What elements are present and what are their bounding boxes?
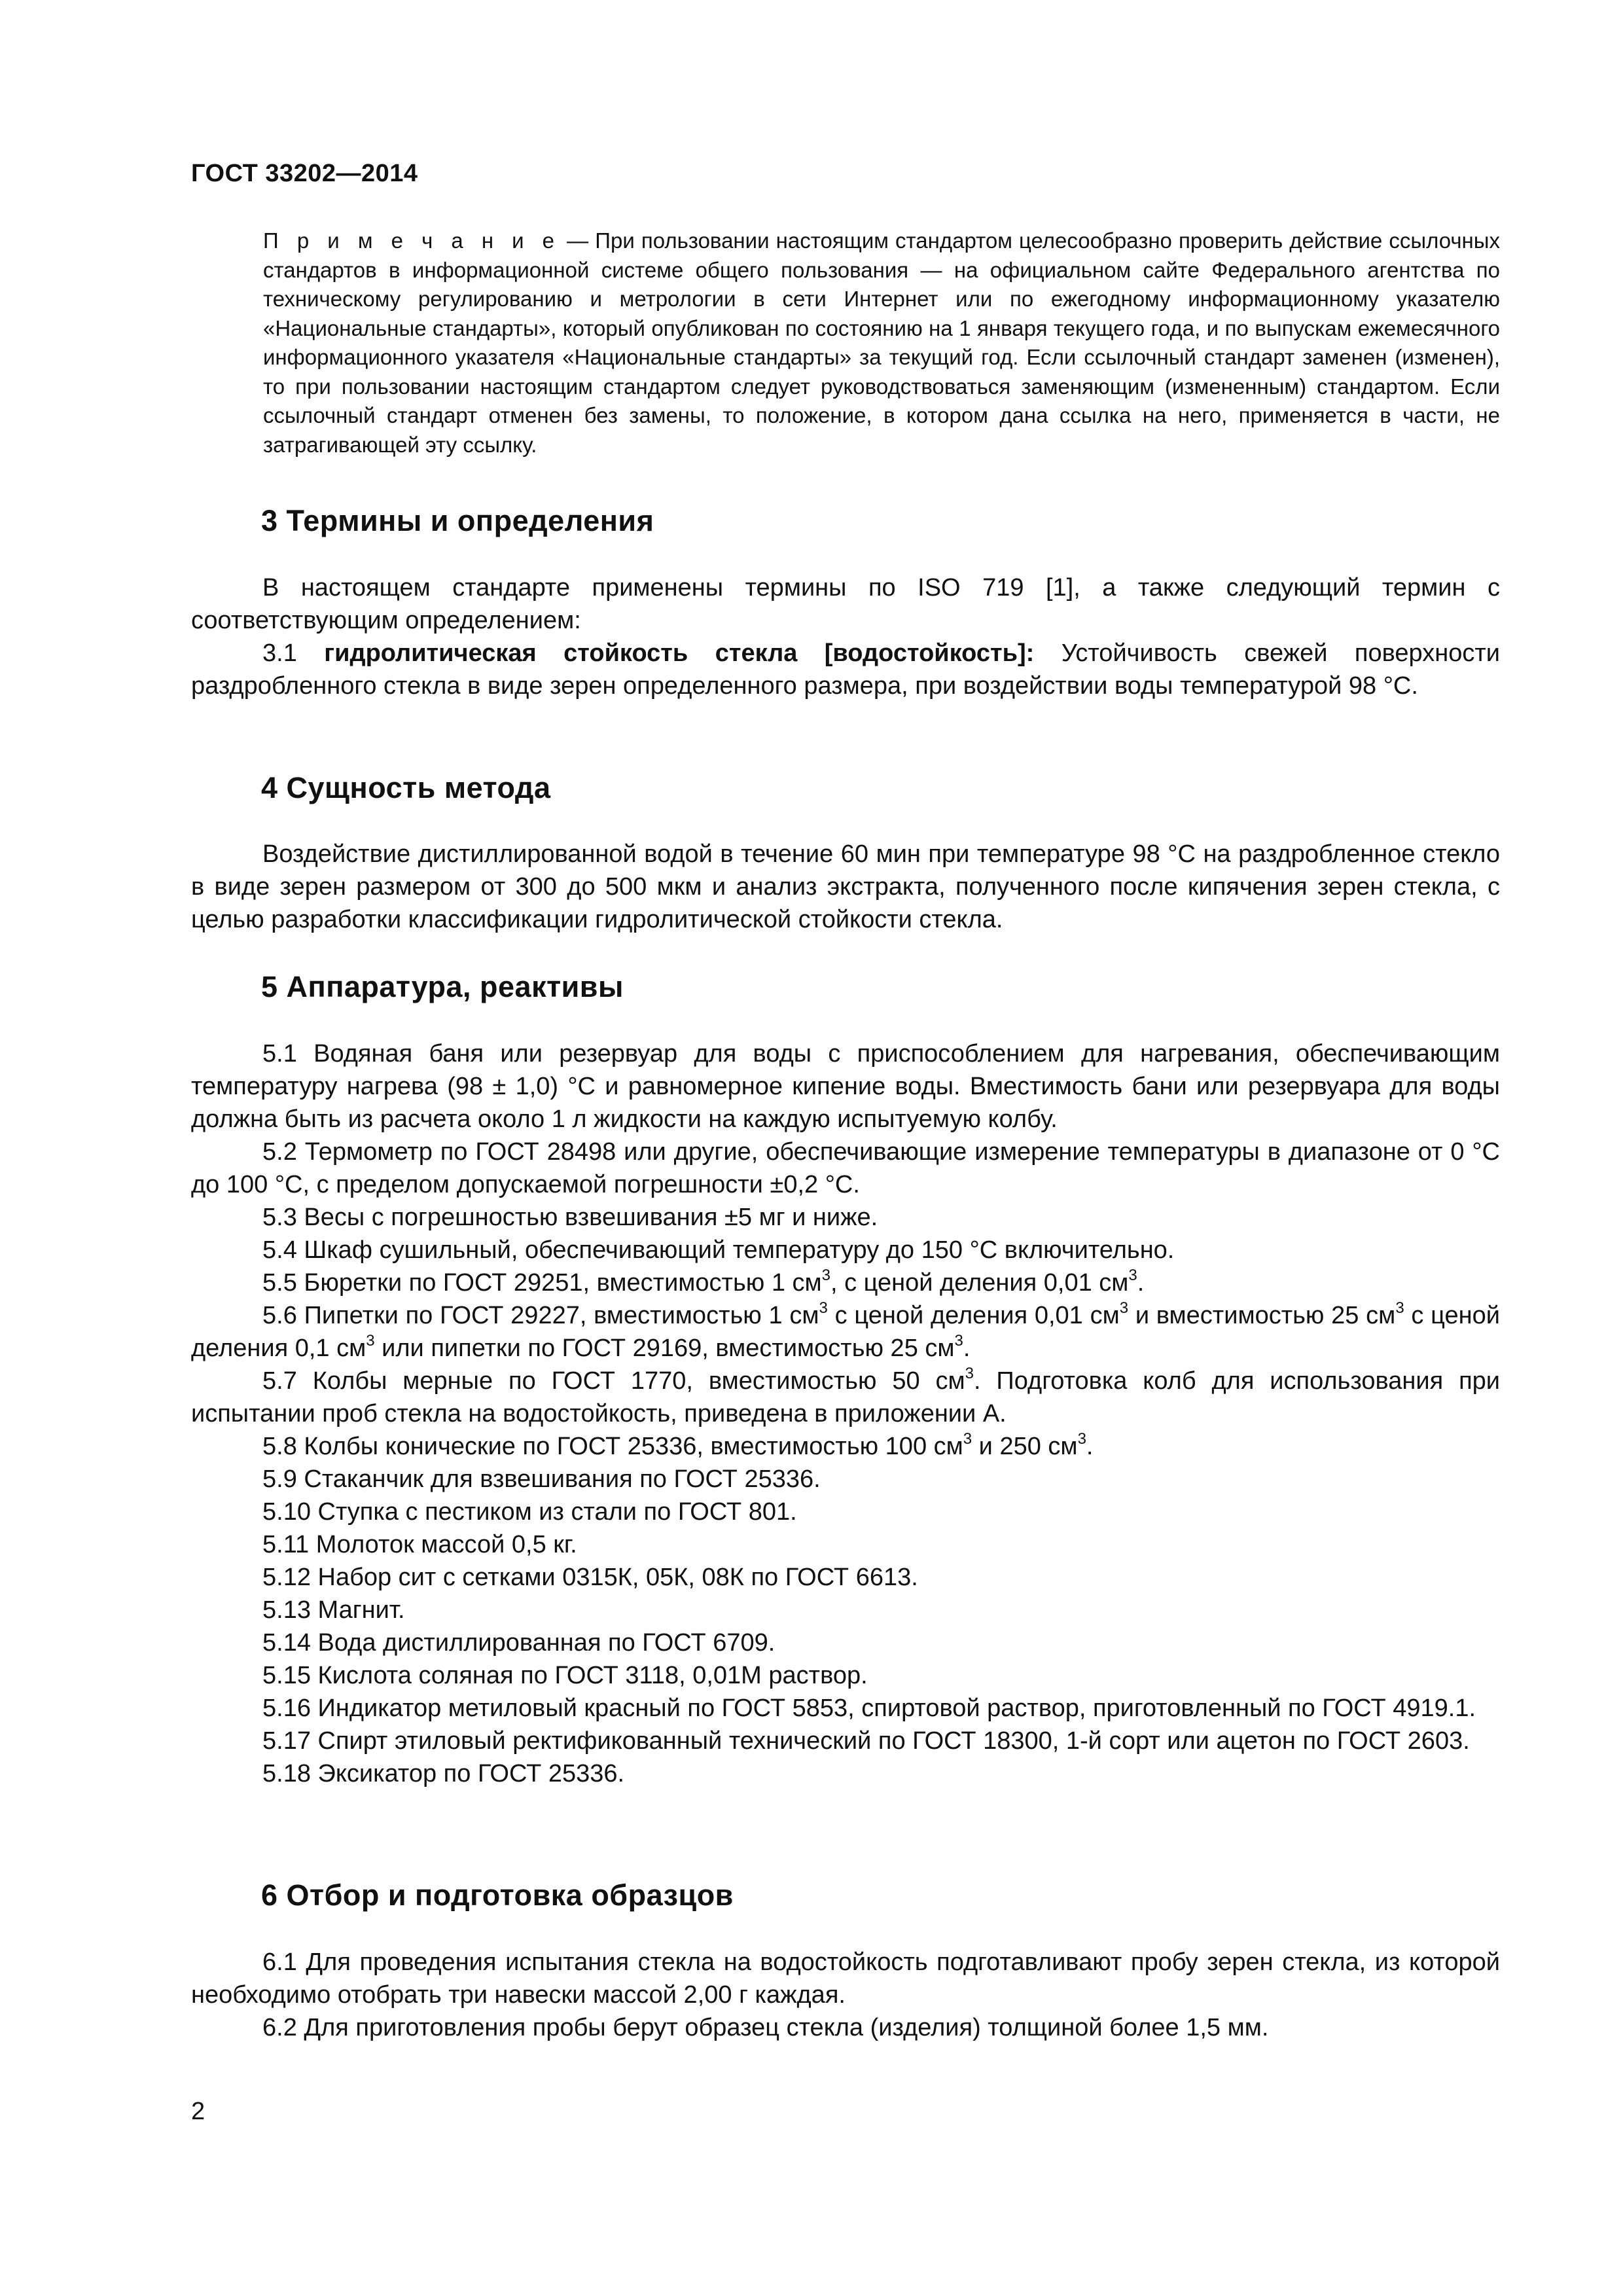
item-5-7 bbox=[191, 1365, 1500, 1430]
document-page bbox=[191, 0, 1500, 2296]
section-3-body bbox=[191, 571, 1500, 702]
item-5-15: 5.15 Кислота соляная по ГОСТ 3118, 0,01М раствор. bbox=[262, 1662, 868, 1689]
item-5-7-text: 5.7 Колбы мерные по ГОСТ 1770, вместимостью 50 см bbox=[262, 1367, 965, 1395]
item-5-6-text: или пипетки по ГОСТ 29169, вместимостью 25 см bbox=[374, 1335, 955, 1362]
item-5-9: 5.9 Стаканчик для взвешивания по ГОСТ 25336. bbox=[262, 1465, 821, 1493]
term-definition: Устойчивость свежей поверхности раздробленного стекла в виде зерен определенного размера, при воздействии воды температурой 98 °С. bbox=[191, 639, 1500, 700]
item-5-7-text: . Подготовка колб для использования при испытании проб стекла на водостойкость, приведена в приложении А. bbox=[191, 1367, 1501, 1427]
superscript: 3 bbox=[954, 1332, 963, 1350]
item-5-5-text: , с ценой деления 0,01 см bbox=[830, 1269, 1129, 1297]
section-4-body bbox=[191, 838, 1500, 936]
item-5-1: 5.1 Водяная баня или резервуар для воды с приспособлением для нагревания, обеспечивающим температуру нагрева (98 ± 1,0) °С и равномерное кипение воды. Вместимость бани или резервуара для воды должна быть из расчета около 1 л жидкости на каждую испытуемую колбу. bbox=[191, 1040, 1500, 1133]
superscript: 3 bbox=[965, 1365, 974, 1383]
item-5-18: 5.18 Эксикатор по ГОСТ 25336. bbox=[262, 1760, 625, 1787]
item-5-6-text: с ценой деления 0,1 см bbox=[191, 1302, 1500, 1362]
superscript: 3 bbox=[1119, 1299, 1129, 1318]
item-5-10: 5.10 Ступка с пестиком из стали по ГОСТ 801. bbox=[262, 1498, 797, 1526]
item-5-13: 5.13 Магнит. bbox=[262, 1596, 405, 1624]
section-3-paragraph-1: В настоящем стандарте применены термины по ISO 719 [1], а также следующий термин с соответствующим определением: bbox=[191, 574, 1500, 634]
item-5-8 bbox=[191, 1430, 1500, 1463]
note-paragraph bbox=[191, 226, 1500, 459]
superscript: 3 bbox=[1395, 1299, 1404, 1318]
section-5-body bbox=[191, 1037, 1500, 1790]
item-5-6-text: с ценой деления 0,01 см bbox=[827, 1302, 1120, 1329]
section-3-term-3-1 bbox=[191, 637, 1500, 702]
superscript: 3 bbox=[1077, 1430, 1086, 1448]
item-5-11: 5.11 Молоток массой 0,5 кг. bbox=[262, 1531, 577, 1558]
item-5-6 bbox=[191, 1299, 1500, 1365]
item-5-8-text: 5.8 Колбы конические по ГОСТ 25336, вместимостью 100 см bbox=[262, 1433, 963, 1460]
item-5-6-text: 5.6 Пипетки по ГОСТ 29227, вместимостью 1 см bbox=[262, 1302, 819, 1329]
item-5-3: 5.3 Весы с погрешностью взвешивания ±5 мг и ниже. bbox=[262, 1204, 878, 1231]
superscript: 3 bbox=[963, 1430, 972, 1448]
section-6-title: 6 Отбор и подготовка образцов bbox=[261, 1878, 734, 1912]
section-3-title: 3 Термины и определения bbox=[261, 504, 654, 537]
section-6-body bbox=[191, 1946, 1500, 2044]
item-5-5 bbox=[191, 1266, 1500, 1299]
item-5-5-text: 5.5 Бюретки по ГОСТ 29251, вместимостью 1 см bbox=[262, 1269, 822, 1297]
note-text: — При пользовании настоящим стандартом целесообразно проверить действие ссылочных стандартов в информационной системе общего пользования — на официальном сайте Федерального агентства по техническому регулированию и метрологии в сети Интернет или по ежегодному информационному указателю «Национальные стандарты», который опубликован по состоянию на 1 января текущего года, и по выпускам ежемесячного информационного указателя «Национальные стандарты» за текущий год. Если ссылочный стандарт заменен (изменен), то при пользовании настоящим стандартом следует руководствоваться заменяющим (измененным) стандартом. Если ссылочный стандарт отменен без замены, то положение, в котором дана ссылка на него, применяется в части, не затрагивающей эту ссылку. bbox=[263, 228, 1500, 457]
item-5-4: 5.4 Шкаф сушильный, обеспечивающий температуру до 150 °С включительно. bbox=[262, 1236, 1175, 1264]
superscript: 3 bbox=[821, 1266, 830, 1285]
page-number: 2 bbox=[191, 2098, 205, 2125]
item-5-6-text: . bbox=[963, 1335, 971, 1362]
section-4-paragraph-1: Воздействие дистиллированной водой в течение 60 мин при температуре 98 °С на раздробленное стекло в виде зерен размером от 300 до 500 мкм и анализ экстракта, полученного после кипячения зерен стекла, с целью разработки классификации гидролитической стойкости стекла. bbox=[191, 840, 1500, 933]
superscript: 3 bbox=[1128, 1266, 1137, 1285]
item-5-12: 5.12 Набор сит с сетками 0315К, 05К, 08К по ГОСТ 6613. bbox=[262, 1564, 918, 1591]
section-5-title: 5 Аппаратура, реактивы bbox=[261, 970, 624, 1003]
item-6-1: 6.1 Для проведения испытания стекла на водостойкость подготавливают пробу зерен стекла, из которой необходимо отобрать три навески массой 2,00 г каждая. bbox=[191, 1948, 1500, 2009]
superscript: 3 bbox=[366, 1332, 375, 1350]
item-5-8-text: . bbox=[1086, 1433, 1094, 1460]
item-5-8-text: и 250 см bbox=[972, 1433, 1078, 1460]
item-5-5-text: . bbox=[1137, 1269, 1145, 1297]
term-name: гидролитическая стойкость стекла [водостойкость]: bbox=[324, 639, 1035, 667]
reference-note bbox=[191, 226, 1500, 459]
section-4-title: 4 Сущность метода bbox=[261, 771, 551, 804]
note-label: П р и м е ч а н и е bbox=[263, 228, 561, 253]
item-5-17: 5.17 Спирт этиловый ректификованный технический по ГОСТ 18300, 1-й сорт или ацетон по ГОСТ 2603. bbox=[262, 1727, 1470, 1755]
term-number: 3.1 bbox=[262, 639, 325, 667]
item-5-2: 5.2 Термометр по ГОСТ 28498 или другие, обеспечивающие измерение температуры в диапазоне от 0 °С до 100 °С, с пределом допускаемой погрешности ±0,2 °С. bbox=[191, 1138, 1500, 1198]
item-5-16: 5.16 Индикатор метиловый красный по ГОСТ 5853, спиртовой раствор, приготовленный по ГОСТ 4919.1. bbox=[262, 1695, 1476, 1722]
item-5-14: 5.14 Вода дистиллированная по ГОСТ 6709. bbox=[262, 1629, 776, 1657]
item-6-2: 6.2 Для приготовления пробы берут образец стекла (изделия) толщиной более 1,5 мм. bbox=[262, 2014, 1269, 2041]
document-header: ГОСТ 33202—2014 bbox=[191, 160, 418, 187]
item-5-6-text: и вместимостью 25 см bbox=[1128, 1302, 1396, 1329]
superscript: 3 bbox=[819, 1299, 828, 1318]
